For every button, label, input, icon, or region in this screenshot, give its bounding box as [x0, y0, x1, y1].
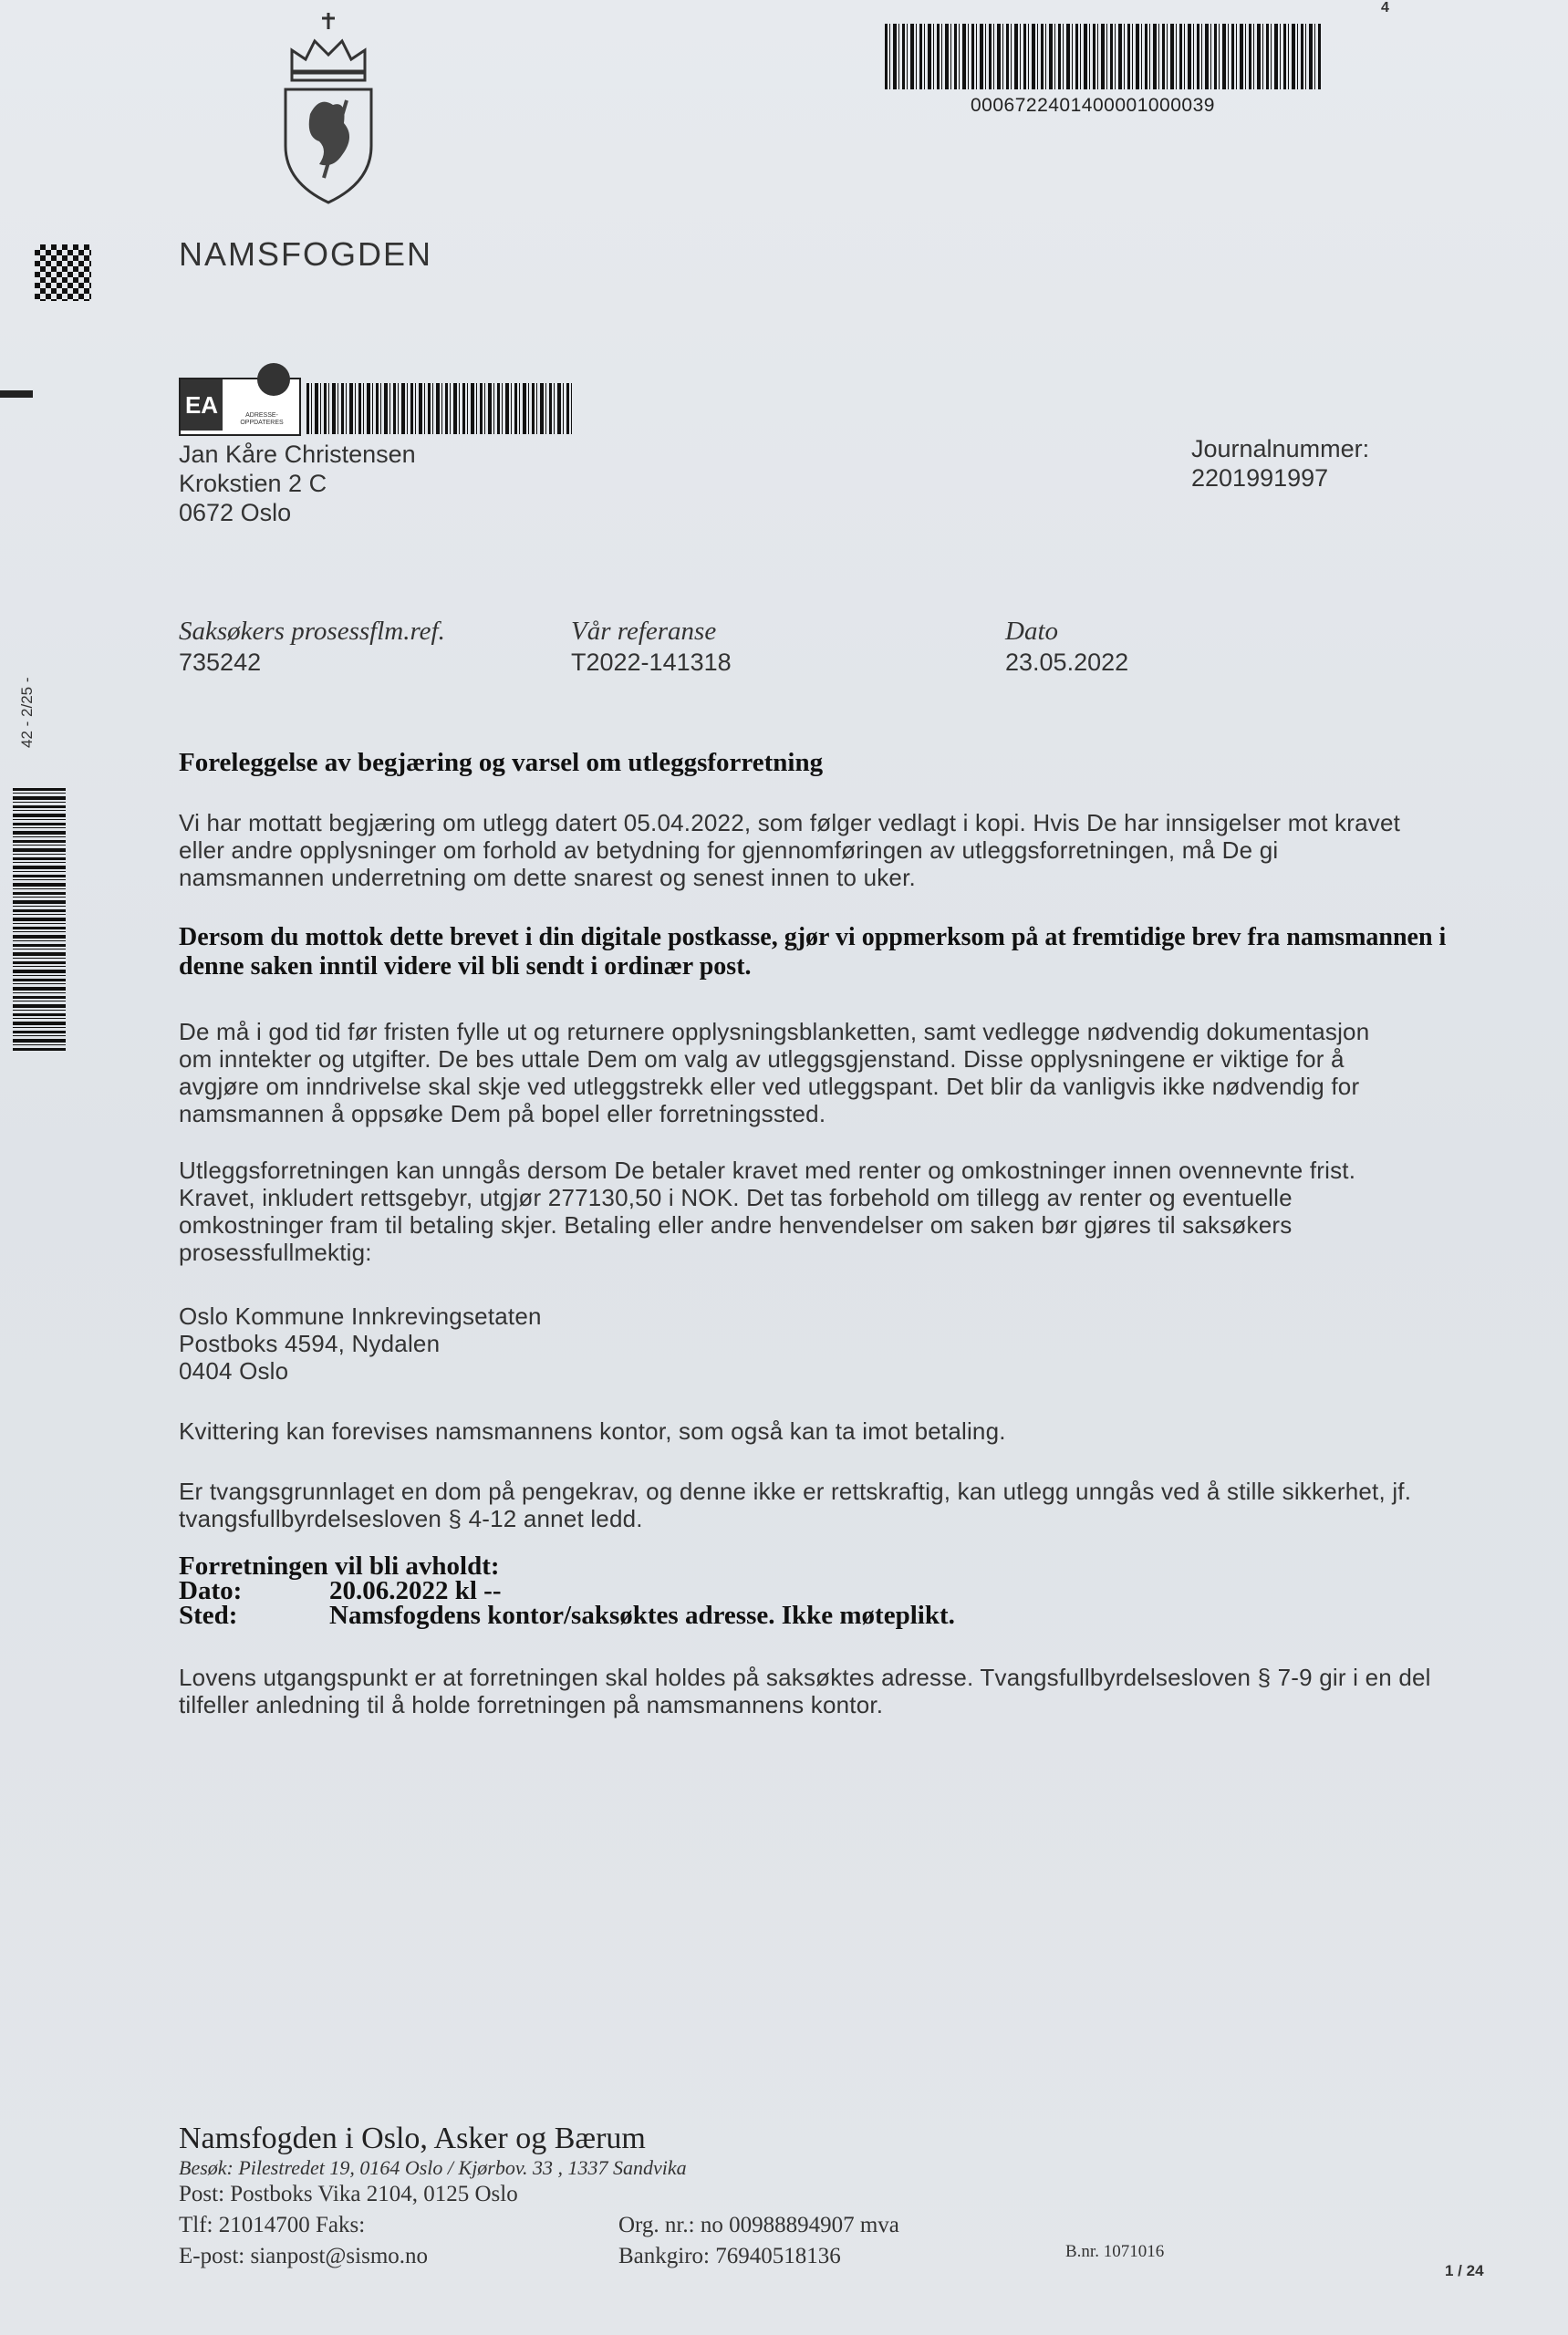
meeting-place-row: [179, 1603, 955, 1628]
meeting-place-label: Sted:: [179, 1601, 238, 1630]
footer-org-nr: Org. nr.: no 00988894907 mva: [618, 2213, 899, 2237]
ea-badge-label: EA: [181, 379, 223, 431]
barcode-number: 000672240140000100003​9: [971, 95, 1215, 116]
footer-email: E-post: sianpost@sismo.no: [179, 2244, 429, 2268]
recipient-name: Jan Kåre Christensen: [179, 441, 416, 468]
paragraph-7: [179, 1478, 1529, 1532]
text-line: De må i god tid før fristen fylle ut og returnere opplysningsblanketten, samt vedlegge nødvendig dokumentasjon: [179, 1018, 1370, 1045]
fold-mark: [0, 390, 33, 398]
side-barcode: [13, 788, 66, 1051]
side-mark: 42 - 2/25 -: [18, 677, 36, 748]
address-barcode: [306, 383, 573, 434]
text-line: denne saken inntil videre vil bli sendt i ordinær post.: [179, 952, 752, 981]
ref-var: [571, 617, 732, 677]
footer-bnr: B.nr. 1071016: [1065, 2242, 1165, 2261]
text-line: Kvittering kan forevises namsmannens kontor, som også kan ta imot betaling.: [179, 1417, 1006, 1445]
text-line: Lovens utgangspunkt er at forretningen skal holdes på saksøktes adresse. Tvangsfullbyrdelsesloven § 7-9 gir i en del: [179, 1664, 1431, 1691]
saksokers-ref-label: Saksøkers prosessflm.ref.: [179, 617, 445, 646]
saksokers-ref-value: 735242: [179, 649, 262, 676]
text-line: namsmannen å oppsøke Dem på bopel eller forretningssted.: [179, 1100, 826, 1127]
coat-of-arms-logo: [278, 9, 379, 205]
journal-block: [1191, 434, 1369, 493]
meeting-heading: Forretningen vil bli avholdt:: [179, 1551, 500, 1581]
letter-title: Foreleggelse av begjæring og varsel om utleggsforretning: [179, 748, 824, 777]
paragraph-6: [179, 1417, 1006, 1445]
var-ref-label: Vår referanse: [571, 617, 717, 646]
text-line: Postboks 4594, Nydalen: [179, 1330, 441, 1357]
text-line: eller andre opplysninger om forhold av betydning for gjennomføringen av utleggsforretningen, må De gi: [179, 836, 1279, 864]
paragraph-3: [179, 1018, 1529, 1127]
dato-label: Dato: [1005, 617, 1058, 646]
meeting-place-value: Namsfogdens kontor/saksøktes adresse. Ikke møteplikt.: [329, 1601, 955, 1630]
meeting-block: [179, 1551, 955, 1630]
page-count: 1 / 24: [1445, 2262, 1484, 2279]
ea-badge: [179, 378, 301, 436]
text-line: tvangsfullbyrdelsesloven § 4-12 annet ledd.: [179, 1505, 643, 1532]
recipient-address: [179, 440, 416, 527]
text-line: omkostninger fram til betaling skjer. Betaling eller andre henvendelser om saken bør gjøres til saksøkers: [179, 1211, 1293, 1239]
dato-value: 23.05.2022: [1005, 649, 1129, 676]
text-line: prosessfullmektig:: [179, 1239, 372, 1266]
paragraph-8: [179, 1664, 1529, 1718]
pin-icon: [257, 363, 290, 396]
qr-code: [35, 244, 91, 301]
text-line: Dersom du mottok dette brevet i din digitale postkasse, gjør vi oppmerksom på at fremtidige brev fra namsmannen i: [179, 923, 1447, 951]
text-line: Utleggsforretningen kan unngås dersom De betaler kravet med renter og omkostninger innen ovennevnte frist.: [179, 1157, 1356, 1184]
page-marker: 4: [1381, 0, 1389, 16]
meeting-date-row: [179, 1576, 955, 1605]
meeting-date-value: 20.06.2022 kl --: [329, 1576, 502, 1605]
text-line: Oslo Kommune Innkrevingsetaten: [179, 1302, 542, 1330]
text-line: namsmannen underretning om dette snarest og senest innen to uker.: [179, 864, 916, 891]
meeting-date-label: Dato:: [179, 1576, 243, 1605]
footer-office: Namsfogden i Oslo, Asker og Bærum: [179, 2122, 646, 2155]
paragraph-4: [179, 1157, 1529, 1266]
footer-bankgiro: Bankgiro: 76940518136: [618, 2244, 841, 2268]
var-ref-value: T2022-141318: [571, 649, 732, 676]
agency-name: NAMSFOGDEN: [179, 235, 433, 273]
ea-badge-sub: ADRESSE-OPPDATERES: [240, 412, 284, 426]
journal-label: Journalnummer:: [1191, 435, 1370, 462]
journal-number: 2201991997: [1191, 464, 1329, 492]
top-barcode: [885, 24, 1323, 89]
ref-saksokers: [179, 617, 445, 677]
payee-address: [179, 1302, 542, 1385]
footer-post-address: Post: Postboks Vika 2104, 0125 Oslo: [179, 2182, 518, 2206]
footer-phone: Tlf: 21014700 Faks:: [179, 2213, 366, 2237]
paragraph-1: [179, 809, 1529, 891]
text-line: Er tvangsgrunnlaget en dom på pengekrav, og denne ikke er rettskraftig, kan utlegg unngås ved å stille sikkerhet, jf.: [179, 1478, 1412, 1505]
text-line: tilfeller anledning til å holde forretningen på namsmannens kontor.: [179, 1691, 884, 1718]
recipient-postal: 0672 Oslo: [179, 499, 292, 526]
recipient-street: Krokstien 2 C: [179, 470, 327, 497]
text-line: Kravet, inkludert rettsgebyr, utgjør 277130,50 i NOK. Det tas forbehold om tillegg av renter og eventuelle: [179, 1184, 1293, 1211]
paragraph-2-notice: [179, 923, 1529, 981]
ref-dato: [1005, 617, 1128, 677]
footer-visit-address: Besøk: Pilestredet 19, 0164 Oslo / Kjørbov. 33 , 1337 Sandvika: [179, 2156, 687, 2179]
text-line: 0404 Oslo: [179, 1357, 289, 1385]
text-line: avgjøre om inndrivelse skal skje ved utleggstrekk eller ved utleggspant. Det blir da vanligvis ikke nødvendig for: [179, 1073, 1360, 1100]
text-line: Vi har mottatt begjæring om utlegg datert 05.04.2022, som følger vedlagt i kopi. Hvis De har innsigelser mot kravet: [179, 809, 1401, 836]
text-line: om inntekter og utgifter. De bes uttale Dem om valg av utleggsgjenstand. Disse opplysningene er viktige for å: [179, 1045, 1345, 1073]
